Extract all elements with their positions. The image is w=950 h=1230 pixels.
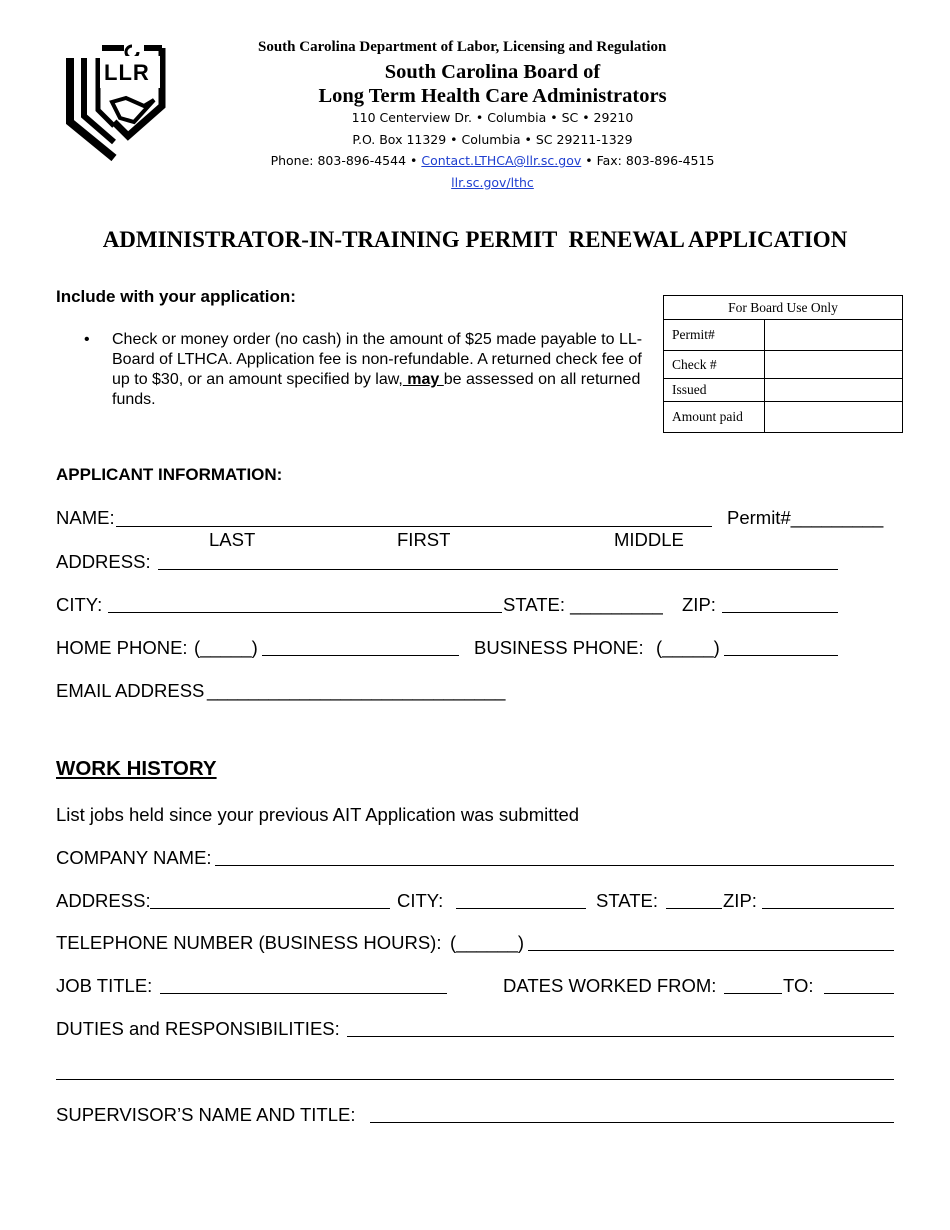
applicant-heading: APPLICANT INFORMATION: [56,465,283,484]
name-label: NAME: [56,507,115,528]
home-phone-line[interactable] [262,655,459,656]
supervisor-label: SUPERVISOR’S NAME AND TITLE: [56,1104,356,1125]
bullet-text-may: may [402,371,444,388]
job-title-label: JOB TITLE: [56,975,153,996]
duties-line-2[interactable] [56,1079,894,1080]
board-use-table [663,295,903,433]
department-name: South Carolina Department of Labor, Licensing and Regulation [258,39,667,55]
dates-to-label: TO: [783,975,814,996]
name-last-label: LAST [209,529,256,550]
board-use-title: For Board Use Only [664,296,903,320]
board-row-amount: Amount paid [664,402,765,433]
board-cell-permit [765,320,903,351]
llr-logo [62,40,172,162]
work-address-label: ADDRESS: [56,890,151,911]
state-label: STATE: _________ [503,594,663,615]
telephone-label: TELEPHONE NUMBER (BUSINESS HOURS): [56,932,442,953]
board-cell-issued [765,379,903,402]
city-label: CITY: [56,594,103,615]
work-history-intro: List jobs held since your previous AIT Application was submitted [56,804,580,825]
form-title: ADMINISTRATOR-IN-TRAINING PERMIT RENEWAL APPLICATION [102,227,848,252]
home-phone-label: HOME PHONE: [56,637,188,658]
include-heading: Include with your application: [56,287,296,306]
duties-line-1[interactable] [347,1036,894,1037]
duties-label: DUTIES and RESPONSIBILITIES: [56,1018,340,1039]
website-line [230,175,755,190]
logo-text: LLR [104,60,150,85]
bullet-dot: • [84,331,90,348]
bullet-text-start: Check or money order (no cash) in the amount of $25 made payable to LL-Board of LTHCA. Application fee is non-refundable. A returned check fee of up to $30, or an amount specified by law, [112,331,643,388]
work-city-line[interactable] [456,908,586,909]
company-name-label: COMPANY NAME: [56,847,212,868]
permit-label: Permit#_________ [727,507,884,528]
street-address: 110 Centerview Dr. • Columbia • SC • 29210 [351,110,634,125]
include-bullet [84,330,654,410]
email-label: EMAIL ADDRESS [56,680,205,701]
board-name-line2: Long Term Health Care Administrators [318,85,667,107]
board-row-issued: Issued [664,379,765,402]
city-line[interactable] [108,612,502,613]
work-state-line[interactable] [666,908,722,909]
work-zip-line[interactable] [762,908,894,909]
work-address-line[interactable] [150,908,390,909]
bullet-text-end: be assessed on all returned funds. [112,371,641,408]
job-title-line[interactable] [160,993,447,994]
phone-text: Phone: 803-896-4544 • [270,153,422,168]
work-history-heading: WORK HISTORY [56,757,217,780]
board-cell-check [765,351,903,379]
business-phone-area[interactable]: (_____) [656,637,720,658]
home-phone-area[interactable]: (_____) [194,637,258,658]
fax-text: • Fax: 803-896-4515 [581,153,715,168]
business-phone-line[interactable] [724,655,838,656]
telephone-line[interactable] [528,950,894,951]
board-row-check: Check # [664,351,765,379]
board-row-permit: Permit# [664,320,765,351]
telephone-area[interactable]: (______) [450,932,525,953]
name-line[interactable] [116,526,712,527]
llr-shield-icon [62,40,172,162]
zip-label: ZIP: [682,594,716,615]
work-state-label: STATE: [596,890,659,911]
dates-from-line[interactable] [724,993,782,994]
name-first-label: FIRST [397,529,451,550]
address-line[interactable] [158,569,838,570]
name-middle-label: MIDDLE [614,529,684,550]
work-city-label: CITY: [397,890,444,911]
po-box-address: P.O. Box 11329 • Columbia • SC 29211-1329 [352,132,633,147]
work-zip-label: ZIP: [723,890,757,911]
dates-to-line[interactable] [824,993,894,994]
dates-worked-label: DATES WORKED FROM: [503,975,717,996]
board-cell-amount [765,402,903,433]
business-phone-label: BUSINESS PHONE: [474,637,644,658]
contact-email-link[interactable]: Contact.LTHCA@llr.sc.gov [421,153,582,168]
board-name-line1: South Carolina Board of [384,61,601,83]
company-name-line[interactable] [215,865,894,866]
contact-line [230,153,755,168]
website-link[interactable]: llr.sc.gov/lthc [451,175,534,190]
email-line[interactable]: _____________________________ [207,680,506,701]
zip-line[interactable] [722,612,838,613]
supervisor-line[interactable] [370,1122,894,1123]
address-label: ADDRESS: [56,551,151,572]
